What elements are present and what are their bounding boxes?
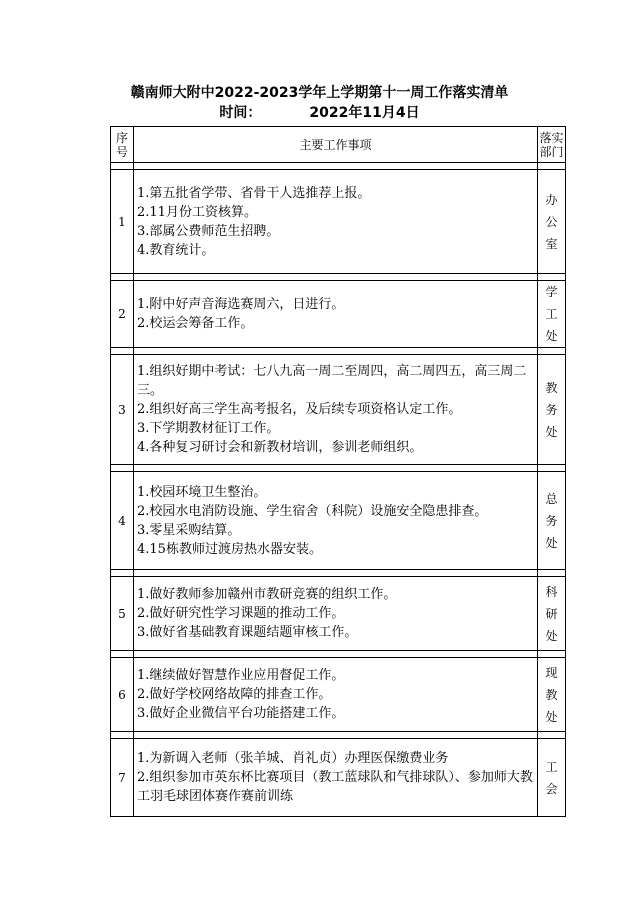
- work-item: 2.组织参加市英东杯比赛项目（教工蓝球队和气排球队）、参加师大教工羽毛球团体赛作赛前训练: [137, 770, 533, 804]
- row-number: 7: [111, 739, 134, 817]
- row-department: [538, 281, 566, 348]
- work-item: 2.做好学校网络故障的排查工作。: [137, 687, 332, 702]
- work-list-table: [110, 126, 566, 817]
- row-spacer: [111, 570, 566, 577]
- row-number: 1: [111, 170, 134, 274]
- row-number: 5: [111, 577, 134, 651]
- header-num-label: 序号: [115, 130, 128, 159]
- row-spacer: [111, 348, 566, 355]
- row-department: [538, 472, 566, 570]
- department-label: 办公室: [545, 192, 558, 251]
- work-item: 1.继续做好智慧作业应用督促工作。: [137, 668, 345, 683]
- work-item: 2.校园水电消防设施、学生宿舍（科院）设施安全隐患排查。: [137, 503, 488, 519]
- work-item: 2.做好研究性学习课题的推动工作。: [137, 606, 345, 621]
- row-items: [134, 472, 538, 570]
- table-header-row: [111, 127, 566, 163]
- row-number: 4: [111, 472, 134, 570]
- row-department: [538, 658, 566, 732]
- document-title: 赣南师大附中2022-2023学年上学期第十一周工作落实清单: [130, 85, 509, 101]
- row-items: [134, 281, 538, 348]
- row-department: [538, 355, 566, 465]
- row-number: 3: [111, 355, 134, 465]
- department-label: 现教处: [545, 665, 558, 724]
- row-department: [538, 739, 566, 817]
- work-item: 3.部属公费师范生招聘。: [137, 223, 280, 239]
- department-label: 学工处: [545, 285, 558, 343]
- row-number: 6: [111, 658, 134, 732]
- header-dept-label: 落实部门: [539, 130, 564, 159]
- work-item: 2.组织好高三学生高考报名，及后续专项资格认定工作。: [137, 402, 462, 417]
- table-row: [111, 472, 566, 570]
- date-label: 时间：: [219, 105, 262, 121]
- work-item: 3.做好企业微信平台功能搭建工作。: [137, 706, 345, 721]
- work-item: 3.下学期教材征订工作。: [137, 421, 280, 436]
- work-item: 1.附中好声音海选赛周六，日进行。: [137, 297, 345, 312]
- work-item: 2.校运会筹备工作。: [137, 316, 254, 331]
- table-row: [111, 170, 566, 274]
- work-item: 4.15栋教师过渡房热水器安装。: [137, 541, 322, 557]
- row-spacer: [111, 465, 566, 472]
- department-label: 工会: [545, 759, 558, 796]
- row-department: [538, 577, 566, 651]
- work-item: 1.校园环境卫生整治。: [137, 484, 267, 500]
- row-items: [134, 577, 538, 651]
- table-row: [111, 355, 566, 465]
- row-department: [538, 170, 566, 274]
- row-spacer: [111, 732, 566, 739]
- work-item: 1.为新调入老师（张羊城、肖礼贞）办理医保缴费业务: [137, 751, 449, 766]
- header-num: [111, 127, 134, 163]
- row-items: [134, 739, 538, 817]
- table-row: [111, 281, 566, 348]
- work-item: 4.各种复习研讨会和新教材培训，参训老师组织。: [137, 440, 423, 455]
- document-date-line: [0, 102, 639, 122]
- row-spacer: [111, 163, 566, 170]
- work-item: 3.做好省基础教育课题结题审核工作。: [137, 625, 358, 640]
- row-items: [134, 170, 538, 274]
- department-label: 总务处: [545, 491, 558, 550]
- date-value: 2022年11月4日: [309, 105, 420, 121]
- table-row: [111, 739, 566, 817]
- work-item: 2.11月份工资核算。: [137, 204, 257, 220]
- header-dept: [538, 127, 566, 163]
- department-label: 科研处: [545, 584, 558, 643]
- work-item: 1.组织好期中考试：七八九高一周二至周四，高二周四五，高三周二三。: [137, 364, 527, 398]
- row-number: 2: [111, 281, 134, 348]
- header-main: 主要工作事项: [134, 127, 538, 163]
- work-item: 3.零星采购结算。: [137, 522, 241, 538]
- row-spacer: [111, 651, 566, 658]
- work-item: 1.做好教师参加赣州市教研竞赛的组织工作。: [137, 587, 397, 602]
- row-items: [134, 658, 538, 732]
- table-row: [111, 577, 566, 651]
- table-row: [111, 658, 566, 732]
- row-spacer: [111, 274, 566, 281]
- department-label: 教务处: [545, 380, 558, 439]
- work-item: 4.教育统计。: [137, 242, 215, 258]
- row-items: [134, 355, 538, 465]
- work-item: 1.第五批省学带、省骨干人选推荐上报。: [137, 185, 371, 201]
